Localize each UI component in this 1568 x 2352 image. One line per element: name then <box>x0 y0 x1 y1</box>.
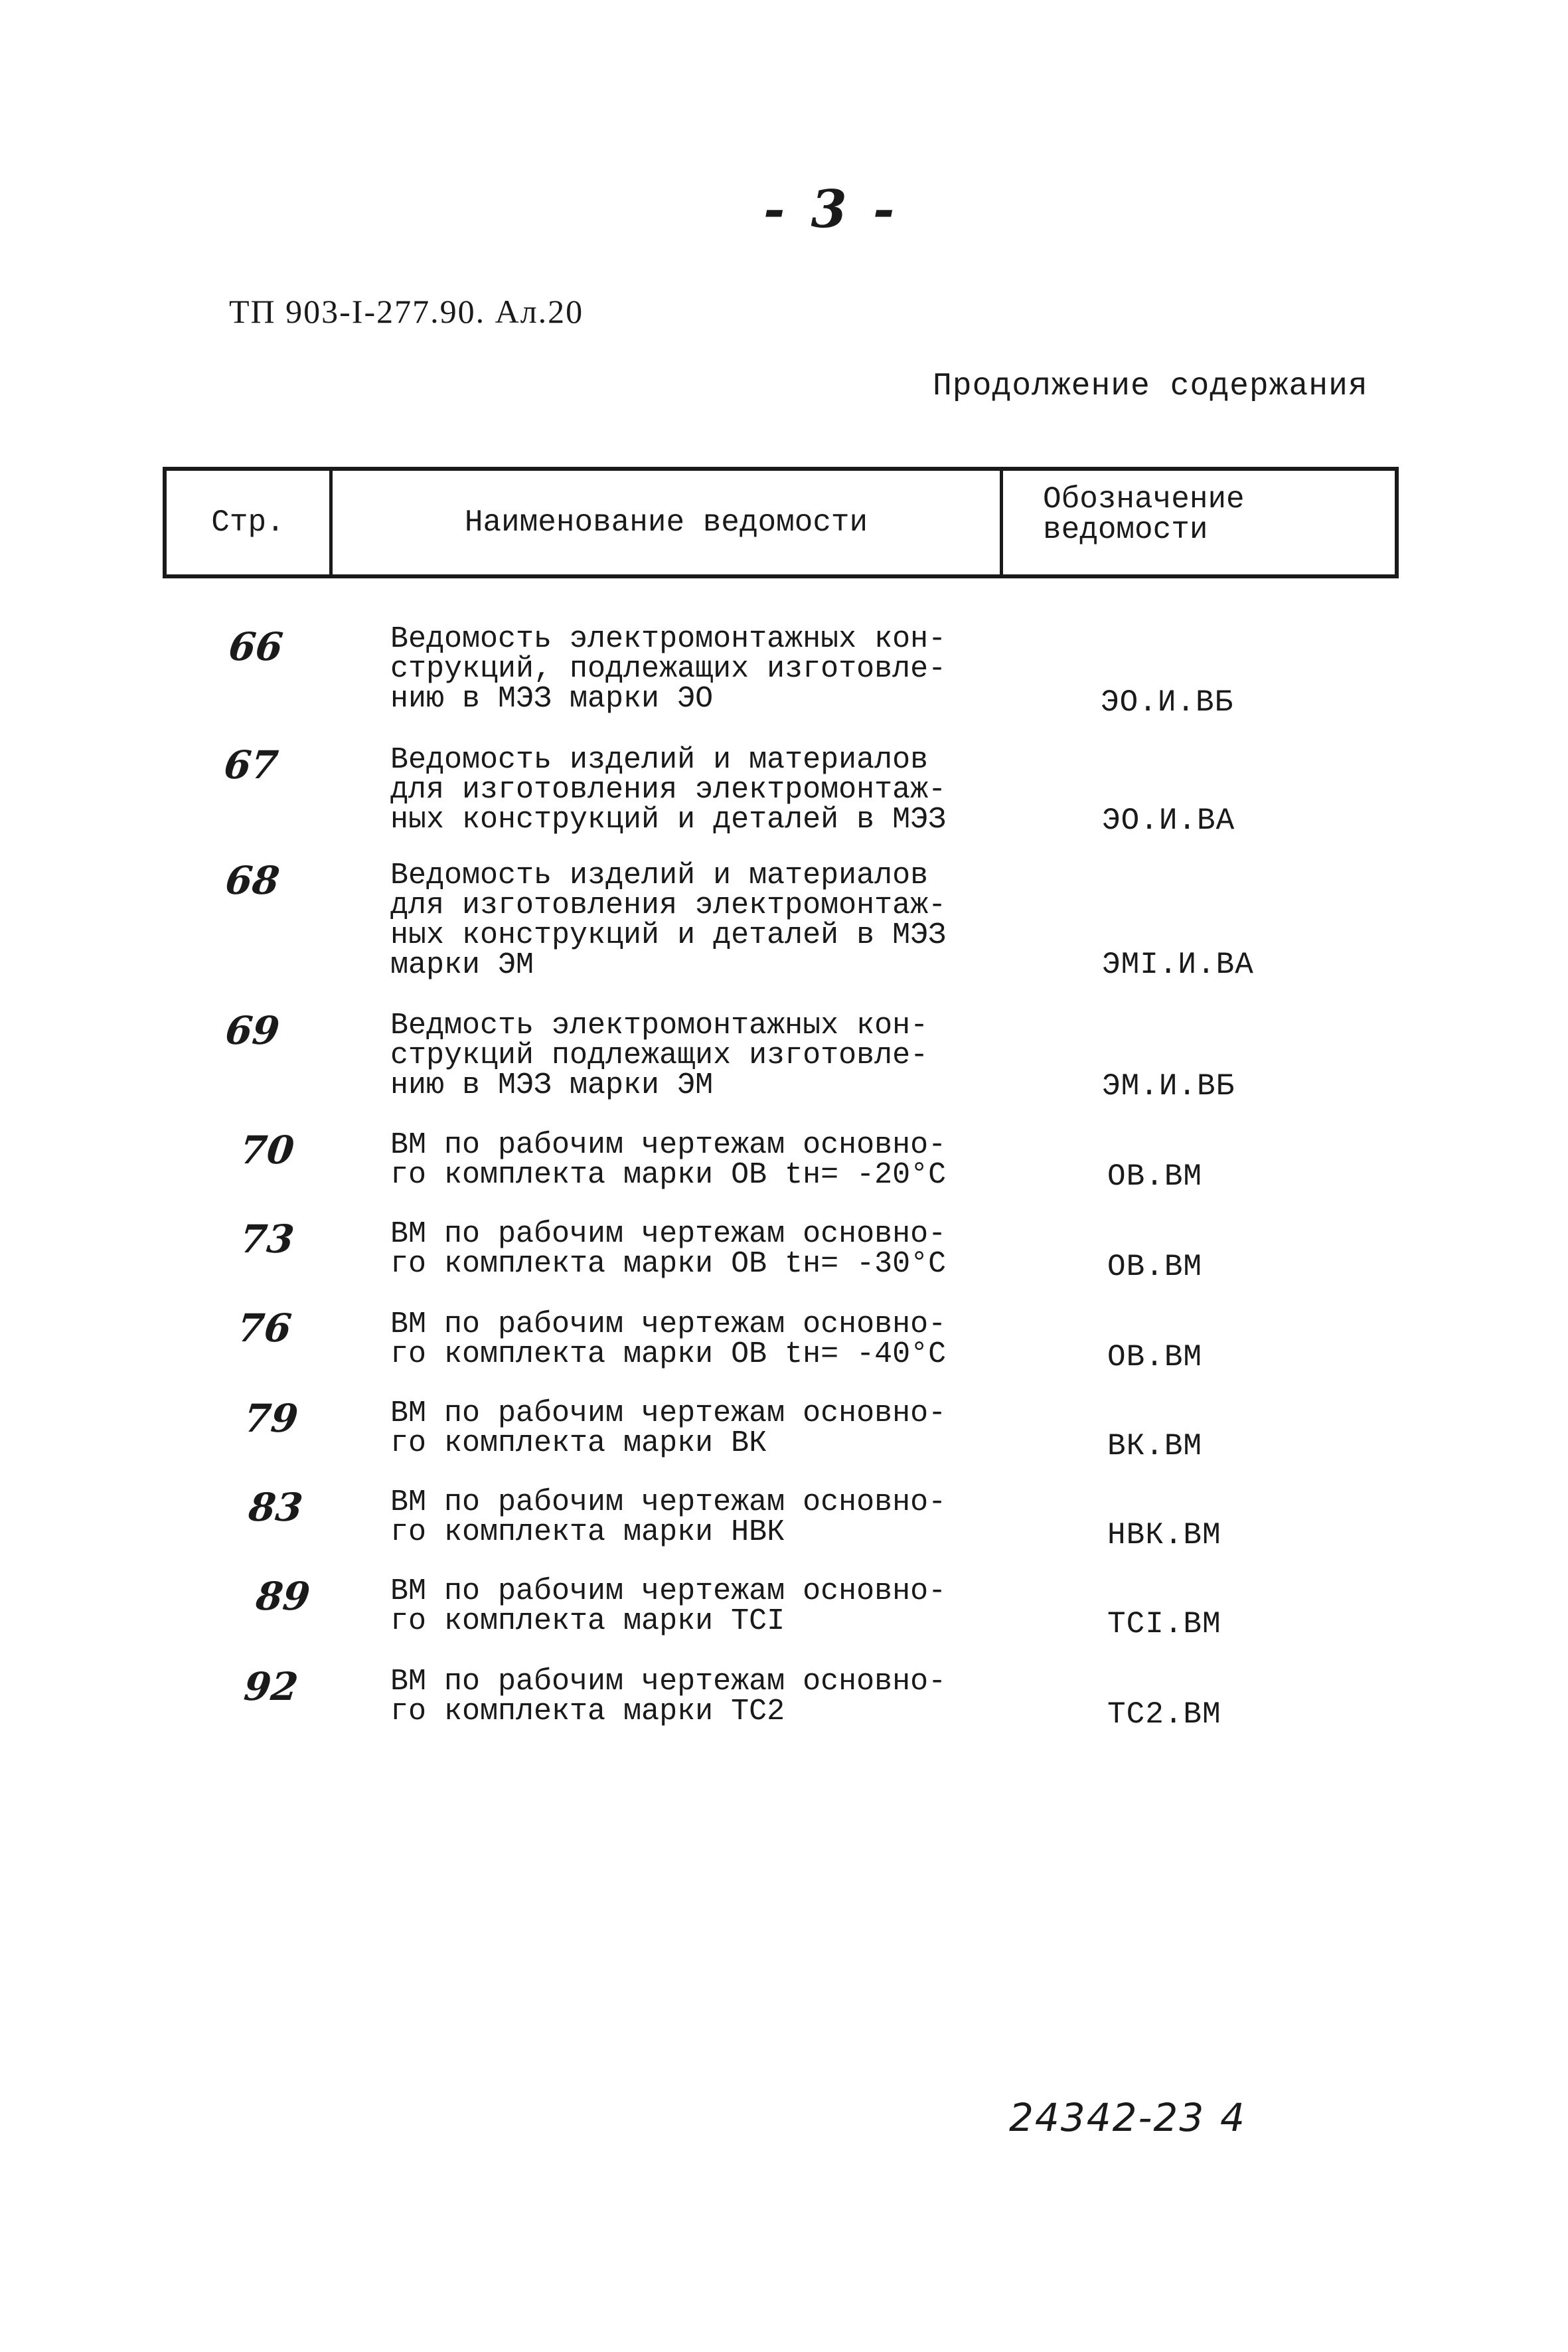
header-code-line1: Обозначение <box>1043 482 1245 517</box>
row-page-number: 70 <box>238 1128 297 1173</box>
row-name: ВМ по рабочим чертежам основно- го комплекта марки ВК <box>390 1396 947 1460</box>
row-name: Ведмость электромонтажных кон- струкций подлежащих изготовле- нию в МЭЗ марки ЭМ <box>390 1009 929 1102</box>
row-code: ЭМI.И.ВА <box>1102 948 1254 982</box>
row-page-number: 89 <box>254 1574 313 1619</box>
row-page-number: 79 <box>242 1396 301 1441</box>
row-name: ВМ по рабочим чертежам основно- го комплекта марки ТС2 <box>390 1665 947 1728</box>
row-code: ЭМ.И.ВБ <box>1102 1069 1235 1104</box>
row-name: ВМ по рабочим чертежам основно- го комплекта марки ОВ tн= -40°С <box>390 1307 947 1371</box>
row-code: НВК.ВМ <box>1107 1518 1221 1553</box>
row-code: ВК.ВМ <box>1107 1429 1203 1464</box>
row-page-number: 76 <box>235 1305 294 1351</box>
page-number: - 3 - <box>763 179 899 240</box>
document-code: ТП 903-I-277.90. Ал.20 <box>229 293 584 330</box>
row-name: Ведомость изделий и материалов для изготовления электромонтаж- ных конструкций и деталей в МЭЗ марки ЭМ <box>390 859 947 982</box>
row-page-number: 83 <box>246 1485 305 1530</box>
row-code: ТСI.ВМ <box>1107 1607 1221 1641</box>
row-code: ОВ.ВМ <box>1107 1340 1203 1375</box>
archive-number: 24342-23 <box>1009 2095 1206 2140</box>
row-code: ЭО.И.ВА <box>1102 803 1235 838</box>
row-page-number: 92 <box>242 1664 301 1709</box>
row-name: ВМ по рабочим чертежам основно- го комплекта марки ОВ tн= -20°С <box>390 1128 947 1192</box>
header-page-column: Стр. <box>167 471 333 574</box>
row-code: ТС2.ВМ <box>1107 1697 1221 1732</box>
row-code: ЭО.И.ВБ <box>1101 685 1234 720</box>
row-code: ОВ.ВМ <box>1107 1250 1203 1284</box>
header-code-line2: ведомости <box>1043 513 1208 547</box>
row-page-number: 73 <box>238 1217 297 1262</box>
row-code: ОВ.ВМ <box>1107 1159 1203 1194</box>
row-name: ВМ по рабочим чертежам основно- го комплекта марки НВК <box>390 1485 947 1549</box>
table-header <box>163 467 1399 578</box>
continuation-title: Продолжение содержания <box>933 369 1368 404</box>
header-name-column: Наименование ведомости <box>333 471 1003 574</box>
row-name: ВМ по рабочим чертежам основно- го комплекта марки ТСI <box>390 1574 947 1638</box>
sheet-number: 4 <box>1220 2095 1245 2140</box>
row-name: ВМ по рабочим чертежам основно- го комплекта марки ОВ tн= -30°С <box>390 1217 947 1281</box>
row-page-number: 67 <box>222 742 281 788</box>
row-page-number: 69 <box>223 1008 282 1053</box>
row-page-number: 66 <box>226 624 285 669</box>
row-page-number: 68 <box>223 858 282 903</box>
row-name: Ведомость электромонтажных кон- струкций, подлежащих изготовле- нию в МЭЗ марки ЭО <box>390 622 947 716</box>
header-code-column <box>1003 471 1395 574</box>
row-name: Ведомость изделий и материалов для изготовления электромонтаж- ных конструкций и деталей в МЭЗ <box>390 743 947 837</box>
